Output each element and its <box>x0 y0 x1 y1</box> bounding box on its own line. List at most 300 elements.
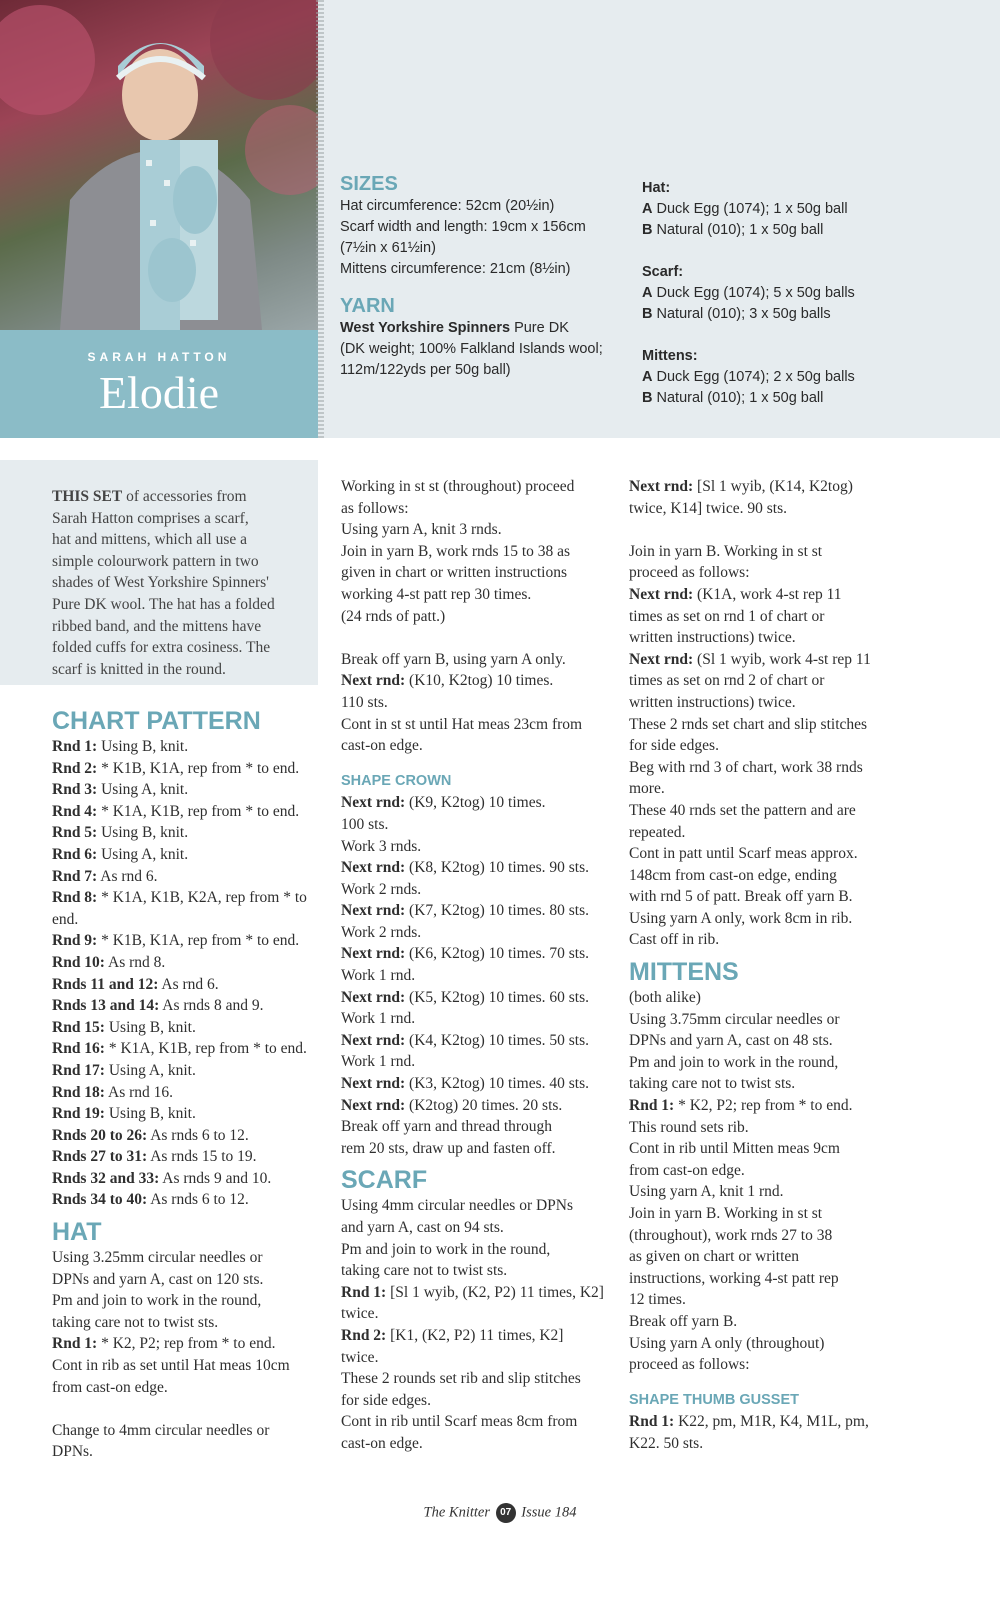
instruction-text: Beg with rnd 3 of chart, work 38 rnds <box>629 758 863 776</box>
instruction-line <box>629 865 929 887</box>
scarf-continued-rows <box>629 476 929 951</box>
instruction-text: Using A, knit. <box>97 781 189 799</box>
instruction-line <box>52 1125 324 1147</box>
instruction-key: Rnds 13 and 14: <box>52 997 160 1015</box>
instruction-key: Next rnd: <box>629 478 694 495</box>
instruction-line <box>341 1325 626 1347</box>
quantity-line: Duck Egg (1074); 5 x 50g balls <box>652 285 855 301</box>
instruction-line <box>52 1189 324 1211</box>
instruction-text: (K10, K2tog) 10 times. <box>405 672 554 690</box>
instruction-line <box>629 843 929 865</box>
instruction-line <box>341 1008 626 1030</box>
instruction-key: Rnd 1: <box>341 1283 387 1301</box>
instruction-text: * K2, P2; rep from * to end. <box>674 1097 853 1115</box>
instruction-line <box>629 1333 929 1355</box>
instruction-line <box>52 1269 324 1291</box>
instruction-text: These 40 rnds set the pattern and are <box>629 801 856 819</box>
instruction-text: Cont in rib as set until Hat meas 10cm <box>52 1357 290 1375</box>
instruction-line <box>341 792 626 814</box>
instruction-text: from cast-on edge. <box>52 1378 168 1396</box>
instruction-text: times as set on rnd 2 of chart or <box>629 672 825 690</box>
instruction-text: Work 1 rnd. <box>341 1010 416 1028</box>
instruction-text: As rnds 15 to 19. <box>147 1148 257 1166</box>
instruction-text: As rnds 6 to 12. <box>147 1126 249 1144</box>
yarn-info <box>340 318 625 381</box>
instruction-line <box>341 649 626 671</box>
instruction-line <box>629 800 929 822</box>
instruction-line <box>341 1303 626 1325</box>
instruction-text: Using B, knit. <box>97 738 189 755</box>
instruction-line <box>629 606 929 628</box>
instruction-line <box>341 476 626 498</box>
instruction-text: cast-on edge. <box>341 1434 423 1452</box>
instruction-line <box>52 974 324 996</box>
instruction-line <box>629 778 929 800</box>
instruction-line <box>629 692 929 714</box>
instruction-text: * K1A, K1B, rep from * to end. <box>104 1040 307 1058</box>
instruction-text: Work 2 rnds. <box>341 923 422 941</box>
instruction-text: Using yarn A, knit 3 rnds. <box>341 521 502 539</box>
instruction-key: Rnd 1: <box>629 1413 675 1431</box>
shape-crown-heading: SHAPE CROWN <box>341 772 452 789</box>
instruction-text: (both alike) <box>629 989 701 1007</box>
instruction-text: (Sl 1 wyib, work 4-st rep 11 <box>693 650 871 668</box>
instruction-text: 12 times. <box>629 1291 686 1309</box>
instruction-line <box>341 1095 626 1117</box>
instruction-text: with rnd 5 of patt. Break off yarn B. <box>629 888 853 906</box>
intro-lead: THIS SET <box>52 488 123 505</box>
instruction-text: Using B, knit. <box>97 824 189 842</box>
instruction-text: [Sl 1 wyib, (K14, K2tog) <box>693 478 853 495</box>
instruction-text: These 2 rnds set chart and slip stitches <box>629 715 868 733</box>
instruction-text: As rnds 6 to 12. <box>147 1191 249 1209</box>
instruction-line <box>52 1355 324 1377</box>
instruction-text: [K1, (K2, P2) 11 times, K2] <box>386 1326 564 1344</box>
instruction-key: Rnds 11 and 12: <box>52 975 159 993</box>
instruction-line <box>629 1073 929 1095</box>
instruction-text: as given on chart or written <box>629 1248 800 1266</box>
instruction-key: Rnd 17: <box>52 1061 105 1079</box>
instruction-text: (K3, K2tog) 10 times. 40 sts. <box>405 1075 589 1093</box>
instruction-text: Cont in st st until Hat meas 23cm from <box>341 715 583 733</box>
instruction-text: for side edges. <box>629 737 719 755</box>
intro-line: of accessories from <box>122 488 247 505</box>
instruction-key: Next rnd: <box>629 650 694 668</box>
instruction-line <box>629 822 929 844</box>
instruction-key: Rnd 10: <box>52 953 105 971</box>
instruction-line <box>629 1246 929 1268</box>
sizes-section <box>340 172 625 381</box>
intro-line: hat and mittens, which all use a <box>52 531 247 549</box>
page-footer <box>0 1503 1000 1523</box>
instruction-text: Using yarn A only (throughout) <box>629 1334 825 1352</box>
instruction-line <box>629 987 929 1009</box>
instruction-text: As rnd 8. <box>104 953 166 971</box>
size-line: Hat circumference: 52cm (20½in) <box>340 198 555 214</box>
instruction-text: (K8, K2tog) 10 times. 90 sts. <box>405 859 589 877</box>
quantity-line: Natural (010); 1 x 50g ball <box>652 222 824 238</box>
instruction-key: Rnd 15: <box>52 1018 105 1036</box>
shape-crown-rows <box>341 792 626 1159</box>
instruction-text: Using A, knit. <box>104 1061 196 1079</box>
instruction-text: Cont in rib until Mitten meas 9cm <box>629 1140 840 1158</box>
instruction-text: Working in st st (throughout) proceed <box>341 478 575 495</box>
instruction-text: proceed as follows: <box>629 1356 750 1374</box>
instruction-line <box>341 670 626 692</box>
instruction-line <box>341 836 626 858</box>
instruction-text: Work 1 rnd. <box>341 967 416 985</box>
instruction-line <box>52 909 324 931</box>
instruction-line <box>629 649 929 671</box>
instruction-line <box>341 1433 626 1455</box>
instruction-line <box>341 541 626 563</box>
instruction-text: (K5, K2tog) 10 times. 60 sts. <box>405 988 589 1006</box>
instruction-text: Using yarn A only, work 8cm in rib. <box>629 909 853 927</box>
scarf-rows <box>341 1195 626 1454</box>
instruction-text: twice, K14] twice. 90 sts. <box>629 499 787 517</box>
instruction-text: taking care not to twist sts. <box>341 1262 508 1280</box>
thumb-gusset-rows <box>629 1411 929 1454</box>
instruction-line <box>52 1290 324 1312</box>
instruction-line <box>629 498 929 520</box>
instruction-text: and yarn A, cast on 94 sts. <box>341 1219 504 1236</box>
instruction-text: Using B, knit. <box>104 1018 196 1036</box>
instruction-text: (K6, K2tog) 10 times. 70 sts. <box>405 945 589 963</box>
instruction-line <box>341 1051 626 1073</box>
instruction-line <box>341 584 626 606</box>
model-photo <box>0 0 318 330</box>
instruction-line <box>629 1117 929 1139</box>
instruction-text: proceed as follows: <box>629 564 750 582</box>
instruction-text: Break off yarn B, using yarn A only. <box>341 650 566 668</box>
author-name: SARAH HATTON <box>87 350 231 364</box>
instruction-line <box>341 900 626 922</box>
instruction-key: Next rnd: <box>341 988 406 1006</box>
instruction-line <box>629 1289 929 1311</box>
instruction-line <box>629 1052 929 1074</box>
instruction-line <box>629 1138 929 1160</box>
instruction-line <box>629 714 929 736</box>
instruction-line <box>341 519 626 541</box>
instruction-key: Rnd 16: <box>52 1040 105 1058</box>
instruction-line <box>341 1138 626 1160</box>
instruction-line <box>52 1060 324 1082</box>
instruction-line <box>629 929 929 951</box>
instruction-key: Rnd 1: <box>52 1335 98 1353</box>
instruction-text: taking care not to twist sts. <box>52 1313 219 1331</box>
quantity-line: Natural (010); 1 x 50g ball <box>652 390 824 406</box>
instruction-text: 110 sts. <box>341 693 388 711</box>
instruction-key: Next rnd: <box>341 672 406 690</box>
quantity-mittens <box>642 346 972 409</box>
instruction-key: Rnd 5: <box>52 824 98 842</box>
instruction-line <box>341 498 626 520</box>
instruction-line <box>52 887 324 909</box>
yarn-key: A <box>642 369 653 385</box>
instruction-key: Rnd 18: <box>52 1083 105 1101</box>
instruction-line <box>341 1411 626 1433</box>
instruction-text: (K1A, work 4-st rep 11 <box>693 585 842 603</box>
instruction-line <box>52 930 324 952</box>
instruction-line <box>52 952 324 974</box>
instruction-text: twice. <box>341 1348 379 1366</box>
instruction-text: taking care not to twist sts. <box>629 1075 796 1093</box>
instruction-line <box>629 541 929 563</box>
intro-line: Sarah Hatton comprises a scarf, <box>52 509 249 527</box>
quantity-item: Scarf: <box>642 264 684 280</box>
instruction-text: as follows: <box>341 499 409 517</box>
quantities-section <box>642 178 972 409</box>
instruction-line <box>52 1312 324 1334</box>
instruction-text: (throughout), work rnds 27 to 38 <box>629 1226 833 1244</box>
instruction-text: [Sl 1 wyib, (K2, P2) 11 times, K2] <box>386 1283 604 1301</box>
instruction-line <box>52 1082 324 1104</box>
instruction-line <box>341 1390 626 1412</box>
intro-line: shades of West Yorkshire Spinners' <box>52 574 269 592</box>
thumb-gusset-heading: SHAPE THUMB GUSSET <box>629 1391 799 1408</box>
instruction-line <box>341 965 626 987</box>
chart-pattern-rows <box>52 736 324 1211</box>
instruction-text: cast-on edge. <box>341 737 423 755</box>
instruction-key: Next rnd: <box>341 902 406 920</box>
instruction-text: end. <box>52 910 79 928</box>
instruction-text: Pm and join to work in the round, <box>341 1240 551 1258</box>
instruction-line <box>52 995 324 1017</box>
size-line: Mittens circumference: 21cm (8½in) <box>340 261 571 277</box>
instruction-text: Join in yarn B. Working in st st <box>629 542 823 560</box>
instruction-text: rem 20 sts, draw up and fasten off. <box>341 1139 556 1157</box>
instruction-text: DPNs. <box>52 1443 93 1461</box>
instruction-line <box>341 1368 626 1390</box>
instruction-line <box>629 1095 929 1117</box>
instruction-text: Using 3.75mm circular needles or <box>629 1010 840 1028</box>
paragraph-gap <box>629 519 929 541</box>
instruction-line <box>629 1311 929 1333</box>
instruction-line <box>341 814 626 836</box>
instruction-line <box>341 692 626 714</box>
quantity-scarf <box>642 262 972 325</box>
hat-rows <box>52 1247 324 1463</box>
instruction-text: As rnd 16. <box>104 1083 174 1101</box>
page-number: 07 <box>496 1503 516 1523</box>
instruction-text: * K1A, K1B, rep from * to end. <box>97 802 300 820</box>
instruction-text: (K2tog) 20 times. 20 sts. <box>405 1096 563 1114</box>
instruction-line <box>341 735 626 757</box>
instruction-text: Pm and join to work in the round, <box>52 1292 262 1310</box>
quantity-line: Duck Egg (1074); 1 x 50g ball <box>652 201 848 217</box>
instruction-text: Work 3 rnds. <box>341 837 422 855</box>
instruction-line <box>341 1239 626 1261</box>
instruction-line <box>629 562 929 584</box>
instruction-text: Pm and join to work in the round, <box>629 1053 839 1071</box>
instruction-key: Rnd 9: <box>52 932 98 950</box>
issue-number: Issue 184 <box>521 1504 577 1521</box>
instruction-line <box>52 1146 324 1168</box>
instruction-line <box>341 1073 626 1095</box>
instruction-line <box>52 801 324 823</box>
size-line: (7½in x 61½in) <box>340 240 436 256</box>
instruction-line <box>52 1377 324 1399</box>
instruction-text: Break off yarn and thread through <box>341 1118 553 1136</box>
instruction-text: Cont in patt until Scarf meas approx. <box>629 845 858 863</box>
instruction-text: As rnds 9 and 10. <box>159 1169 272 1187</box>
instruction-key: Rnd 6: <box>52 845 98 863</box>
instruction-key: Next rnd: <box>341 945 406 963</box>
instruction-text: K22, pm, M1R, K4, M1L, pm, <box>674 1413 869 1431</box>
model-illustration <box>0 0 318 330</box>
instruction-text: twice. <box>341 1305 379 1323</box>
instruction-line <box>341 562 626 584</box>
mittens-heading: MITTENS <box>629 958 739 987</box>
instruction-text: given in chart or written instructions <box>341 564 567 582</box>
sizes-list <box>340 196 625 280</box>
yarn-key: B <box>642 306 653 322</box>
instruction-line <box>629 1181 929 1203</box>
instruction-key: Next rnd: <box>341 1031 406 1049</box>
sizes-heading: SIZES <box>340 173 398 195</box>
yarn-brand: West Yorkshire Spinners <box>340 320 511 336</box>
instruction-text: Using yarn A, knit 1 rnd. <box>629 1183 784 1201</box>
instruction-text: * K1B, K1A, rep from * to end. <box>97 759 300 777</box>
instruction-line <box>629 584 929 606</box>
instruction-key: Rnd 3: <box>52 781 98 799</box>
instruction-key: Rnd 8: <box>52 889 98 907</box>
instruction-line <box>341 606 626 628</box>
instruction-line <box>341 987 626 1009</box>
instruction-line <box>341 943 626 965</box>
instruction-text: Using A, knit. <box>97 845 189 863</box>
instruction-text: Work 2 rnds. <box>341 880 422 898</box>
instruction-key: Next rnd: <box>629 585 694 603</box>
instruction-line <box>629 1203 929 1225</box>
instruction-line <box>52 1441 324 1463</box>
yarn-line: (DK weight; 100% Falkland Islands wool; <box>340 341 603 357</box>
instruction-key: Rnds 20 to 26: <box>52 1126 148 1144</box>
hat-heading: HAT <box>52 1218 102 1247</box>
instruction-line <box>629 670 929 692</box>
yarn-line: 112m/122yds per 50g ball) <box>340 362 511 378</box>
instruction-line <box>629 886 929 908</box>
instruction-text: * K1B, K1A, rep from * to end. <box>97 932 300 950</box>
instruction-text: DPNs and yarn A, cast on 120 sts. <box>52 1270 264 1288</box>
instruction-key: Next rnd: <box>341 859 406 877</box>
instruction-text: times as set on rnd 1 of chart or <box>629 607 825 625</box>
instruction-text: * K2, P2; rep from * to end. <box>97 1335 276 1353</box>
instruction-line <box>629 1225 929 1247</box>
intro-line: folded cuffs for extra cosiness. The <box>52 639 271 657</box>
column-3 <box>629 476 929 1455</box>
hat-continued-rows <box>341 476 626 757</box>
instruction-line <box>629 627 929 649</box>
instruction-line <box>341 922 626 944</box>
instruction-key: Rnd 7: <box>52 867 98 885</box>
size-line: Scarf width and length: 19cm x 156cm <box>340 219 586 235</box>
mittens-rows <box>629 987 929 1376</box>
instruction-line <box>629 476 929 498</box>
instruction-line <box>629 1009 929 1031</box>
yarn-heading: YARN <box>340 295 395 317</box>
instruction-key: Rnds 32 and 33: <box>52 1169 160 1187</box>
intro-line: scarf is knitted in the round. <box>52 660 226 678</box>
instruction-line <box>341 857 626 879</box>
instruction-text: Work 1 rnd. <box>341 1053 416 1071</box>
instruction-line <box>629 1354 929 1376</box>
instruction-text: from cast-on edge. <box>629 1161 745 1179</box>
instruction-text: DPNs and yarn A, cast on 48 sts. <box>629 1032 833 1050</box>
instruction-text: 148cm from cast-on edge, ending <box>629 866 837 884</box>
instruction-text: Break off yarn B. <box>629 1312 738 1330</box>
instruction-line <box>52 1420 324 1442</box>
yarn-key: A <box>642 285 653 301</box>
instruction-line <box>52 779 324 801</box>
instruction-text: * K1A, K1B, K2A, rep from * to <box>97 889 307 907</box>
instruction-text: for side edges. <box>341 1391 431 1409</box>
yarn-name: Pure DK <box>510 320 569 336</box>
instruction-line <box>52 1333 324 1355</box>
quantity-item: Hat: <box>642 180 671 196</box>
intro-text <box>52 486 314 680</box>
instruction-text: 100 sts. <box>341 815 389 833</box>
instruction-line <box>629 1030 929 1052</box>
instruction-line <box>52 866 324 888</box>
instruction-line <box>341 1116 626 1138</box>
quantity-hat <box>642 178 972 241</box>
instruction-key: Rnd 1: <box>629 1097 675 1115</box>
instruction-text: Using 3.25mm circular needles or <box>52 1249 263 1267</box>
instruction-line <box>341 879 626 901</box>
instruction-key: Rnd 4: <box>52 802 98 820</box>
instruction-key: Rnd 1: <box>52 738 98 755</box>
instruction-line <box>52 1103 324 1125</box>
instruction-text: K22. 50 sts. <box>629 1434 704 1452</box>
instruction-line <box>629 1268 929 1290</box>
instruction-text: (K9, K2tog) 10 times. <box>405 794 546 812</box>
instruction-key: Rnd 2: <box>52 759 98 777</box>
instruction-text: As rnds 8 and 9. <box>159 997 264 1015</box>
yarn-key: B <box>642 390 653 406</box>
paragraph-gap <box>341 627 626 649</box>
instruction-line <box>341 1195 626 1217</box>
instruction-text: (K4, K2tog) 10 times. 50 sts. <box>405 1031 589 1049</box>
intro-line: Pure DK wool. The hat has a folded <box>52 595 275 613</box>
instruction-line <box>341 1217 626 1239</box>
instruction-line <box>629 1411 929 1433</box>
instruction-key: Rnd 19: <box>52 1105 105 1123</box>
instruction-line <box>629 735 929 757</box>
instruction-line <box>629 757 929 779</box>
instruction-text: These 2 rounds set rib and slip stitches <box>341 1370 581 1388</box>
instruction-text: As rnd 6. <box>97 867 158 885</box>
instruction-line <box>629 908 929 930</box>
instruction-text: instructions, working 4-st patt rep <box>629 1269 839 1287</box>
quantity-line: Natural (010); 3 x 50g balls <box>652 306 831 322</box>
instruction-text: (K7, K2tog) 10 times. 80 sts. <box>405 902 589 920</box>
quantity-item: Mittens: <box>642 348 698 364</box>
paragraph-gap <box>52 1398 324 1420</box>
quantity-line: Duck Egg (1074); 2 x 50g balls <box>652 369 855 385</box>
column-2 <box>341 476 626 1455</box>
instruction-text: repeated. <box>629 823 686 841</box>
instruction-text: Cast off in rib. <box>629 931 720 949</box>
instruction-line <box>341 1260 626 1282</box>
instruction-key: Rnd 2: <box>341 1326 387 1344</box>
instruction-text: Change to 4mm circular needles or <box>52 1421 270 1439</box>
instruction-text: As rnd 6. <box>158 975 219 993</box>
instruction-text: written instructions) twice. <box>629 629 796 647</box>
instruction-line <box>341 1347 626 1369</box>
instruction-key: Next rnd: <box>341 1075 406 1093</box>
chart-pattern-heading: CHART PATTERN <box>52 707 261 735</box>
